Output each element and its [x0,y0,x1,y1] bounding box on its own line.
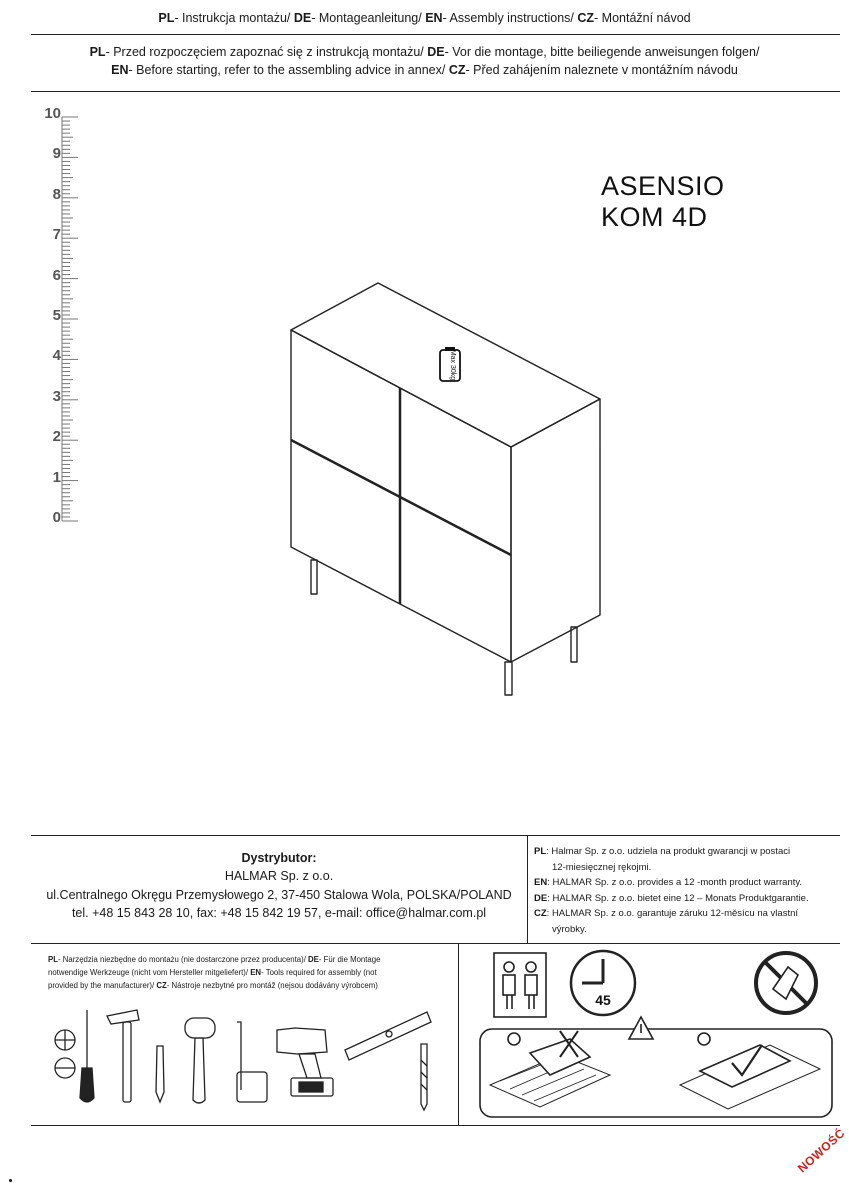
weight-icon [440,347,460,381]
lang-text: - Vor die montage, bitte beiliegende anweisungen folgen/ [444,45,760,59]
lang-code: DE [427,45,445,59]
warranty-text: : HALMAR Sp. z o.o. provides a 12 -month product warranty. [547,877,803,888]
header-line-2b [0,63,849,77]
lang-code: EN [425,11,443,25]
assembly-time: 45 [595,992,611,1008]
ruler-label: 5 [52,307,61,324]
lang-text: - Montageanleitung/ [311,11,426,25]
lang-code: CZ [534,908,547,919]
ruler-label: 2 [52,428,61,446]
lang-code: EN [534,877,548,888]
warranty-line [534,906,839,922]
lang-code: CZ [577,11,595,25]
lang-code: EN [250,968,262,977]
lang-text: provided by the manufacturer)/ [48,981,157,990]
warranty-line [534,875,839,891]
leg [505,662,512,695]
ruler-ticks [60,110,90,530]
lang-code: DE [308,955,319,964]
warranty-line [534,844,839,860]
warranty-text: výrobky. [552,923,587,935]
product-name: ASENSIO [601,171,725,201]
allen-key-icon [237,1022,267,1102]
distributor-contact: tel. +48 15 843 28 10, fax: +48 15 842 19 57, e-mail: office@halmar.com.pl [71,906,487,920]
ruler-label: 10 [44,105,61,122]
no-power-tools-icon [756,953,816,1013]
warranty-text: : Halmar Sp. z o.o. udziela na produkt gwarancji w postaci [546,846,791,857]
phillips-icon [55,1030,75,1050]
ruler-label: 3 [52,387,61,405]
screwdriver-icon [80,1010,94,1102]
leg [311,560,317,594]
drill-bit-icon [421,1044,427,1110]
lang-text: - Przed rozpoczęciem zapoznać się z instrukcją montażu/ [105,45,428,59]
distributor-company: HALMAR Sp. z o.o. [224,869,334,883]
warning-icon [629,1017,653,1039]
divider [458,943,459,1125]
new-badge: NOWOŚĆ [795,1125,848,1176]
cabinet-drawing [280,275,620,705]
ruler-label: 1 [52,468,61,486]
lang-code: PL [534,846,547,857]
lang-code: DE [534,892,548,904]
leg [571,627,577,662]
wrong-floor-icon [490,1031,610,1107]
lang-code: EN [111,63,129,77]
lang-text: - Instrukcja montażu/ [174,11,294,25]
divider [527,835,528,943]
pencil-icon [156,1046,164,1102]
dot [9,1179,12,1182]
lang-text: - Narzędzia niezbędne do montażu (nie dostarczone przez producenta)/ [57,955,309,964]
warranty-text: : HALMAR Sp. z o.o. bietet eine 12 – Monats Produktgarantie. [547,892,809,904]
spirit-level-icon [345,1012,431,1060]
tools-illustration [45,1000,445,1115]
safety-icons [470,945,845,1123]
product-code: KOM 4D [601,202,708,232]
lang-code: CZ [156,981,167,990]
two-people-icon [494,953,546,1017]
ruler-label: 0 [52,509,61,526]
lang-text: notwendige Werkzeuge (nicht vom Hersteller mitgeliefert)/ [48,968,251,977]
ruler-label: 9 [52,145,61,163]
lang-code: PL [48,955,58,964]
warranty-text: : HALMAR Sp. z o.o. garantuje záruku 12-měsícu na vlastní [546,908,799,919]
drill-icon [277,1028,333,1096]
happy-face-icon [698,1033,710,1045]
lang-code: PL [158,11,175,25]
warranty-line [534,891,839,907]
ruler-label: 7 [52,226,61,244]
weight-label: Max 30kg [449,349,456,381]
header-line-2a [0,45,849,59]
lang-code: PL [89,45,106,59]
ruler-label: 6 [52,266,61,284]
flat-screw-icon [55,1058,75,1078]
mallet-icon [185,1018,215,1103]
header-line-1 [0,11,849,25]
sad-face-icon [508,1033,520,1045]
distributor-label: Dystrybutor: [241,851,317,865]
lang-text: - Montážní návod [594,11,691,25]
warranty-block [534,844,839,937]
divider [31,835,840,836]
tools-note [48,953,448,992]
correct-floor-icon [680,1045,820,1109]
ruler-label: 4 [52,347,61,365]
distributor-address: ul.Centralnego Okręgu Przemysłowego 2, 37-450 Stalowa Wola, POLSKA/POLAND [46,888,512,902]
cabinet-side [511,399,600,662]
divider [31,943,840,944]
divider [31,91,840,92]
warranty-text: 12-miesięcznej rękojmi. [552,861,652,873]
lang-code: DE [293,11,312,25]
lang-text: - Assembly instructions/ [442,11,578,25]
lang-text: - Before starting, refer to the assembling advice in annex/ [128,63,449,77]
lang-text: - Tools required for assembly (not [261,968,377,977]
lang-text: - Für die Montage [318,955,381,964]
hammer-icon [107,1010,139,1102]
lang-text: - Nástroje nezbytné pro montáž (nejsou dodávány výrobcem) [166,981,378,990]
lang-code: CZ [448,63,466,77]
ruler-label: 8 [52,185,61,203]
divider [31,34,840,35]
divider [31,1125,840,1126]
lang-text: - Před zahájením naleznete v montážním návodu [465,63,738,77]
